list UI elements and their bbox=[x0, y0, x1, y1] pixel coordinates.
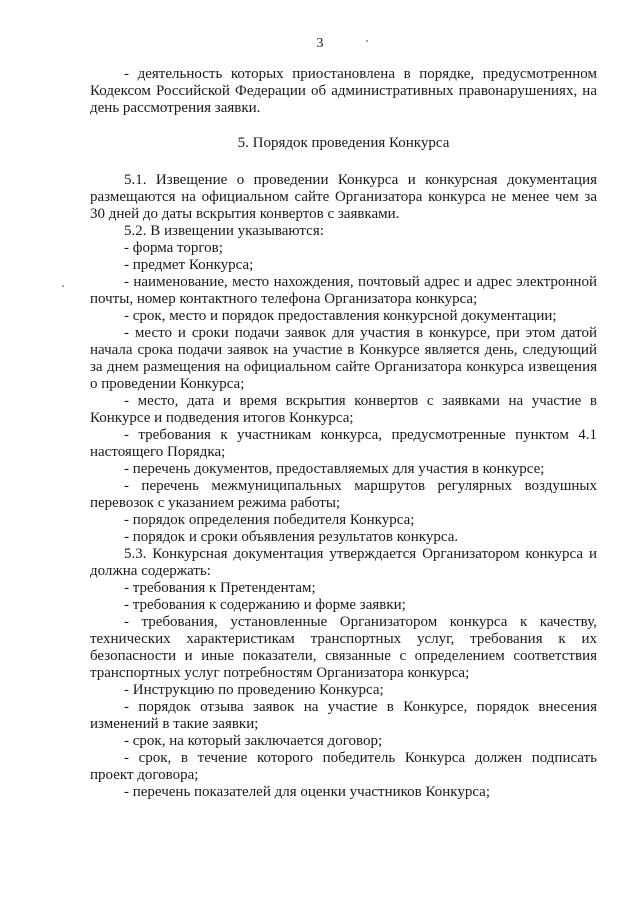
list-item: - Инструкцию по проведению Конкурса; bbox=[124, 682, 384, 698]
scan-speck bbox=[62, 285, 64, 287]
list-item: - срок, в течение которого победитель Конкурса должен подписать проект договора; bbox=[90, 750, 597, 783]
list-item: - перечень показателей для оценки участников Конкурса; bbox=[124, 784, 491, 800]
list-item: - место, дата и время вскрытия конвертов с заявками на участие в Конкурсе и подведения итогов Конкурса; bbox=[90, 393, 597, 426]
clause-paragraph: 5.2. В извещении указываются: bbox=[124, 223, 324, 239]
document-body bbox=[90, 66, 597, 801]
list-item: - порядок отзыва заявок на участие в Конкурсе, порядок внесения изменений в такие заявки; bbox=[90, 699, 597, 732]
clause-paragraph: 5.1. Извещение о проведении Конкурса и конкурсная документация размещаются на официальном сайте Организатора конкурса не менее чем за 30 дней до даты вскрытия конвертов с заявками. bbox=[90, 172, 597, 222]
clause-paragraph: 5.3. Конкурсная документация утверждается Организатором конкурса и должна содержать: bbox=[90, 546, 597, 579]
list-item: - перечень документов, предоставляемых для участия в конкурсе; bbox=[124, 461, 545, 477]
list-item: - форма торгов; bbox=[124, 240, 223, 256]
list-item: - наименование, место нахождения, почтовый адрес и адрес электронной почты, номер контактного телефона Организатора конкурса; bbox=[90, 274, 597, 307]
list-item: - срок, на который заключается договор; bbox=[124, 733, 383, 749]
page-number: 3 bbox=[316, 36, 324, 51]
list-item: - порядок определения победителя Конкурса; bbox=[124, 512, 415, 528]
intro-paragraph: - деятельность которых приостановлена в порядке, предусмотренном Кодексом Российской Федерации об административных правонарушениях, на день рассмотрения заявки. bbox=[90, 66, 597, 116]
list-item: - требования к содержанию и форме заявки; bbox=[124, 597, 406, 613]
list-item: - перечень межмуниципальных маршрутов регулярных воздушных перевозок с указанием режима работы; bbox=[90, 478, 597, 511]
list-item: - порядок и сроки объявления результатов конкурса. bbox=[124, 529, 459, 545]
list-item: - требования к участникам конкурса, предусмотренные пунктом 4.1 настоящего Порядка; bbox=[90, 427, 597, 460]
list-item: - предмет Конкурса; bbox=[124, 257, 254, 273]
section-heading: 5. Порядок проведения Конкурса bbox=[237, 135, 450, 151]
list-item: - требования к Претендентам; bbox=[124, 580, 316, 596]
list-item: - место и сроки подачи заявок для участия в конкурсе, при этом датой начала срока подачи заявок на участие в Конкурсе является день, следующий за днем размещения на официальном сайте Организатора конкурса извещения о проведении Конкурса; bbox=[90, 325, 597, 392]
list-item: - требования, установленные Организатором конкурса к качеству, технических характеристикам транспортных услуг, требования к их безопасности и иные показатели, связанные с определением соответствия транспортных услуг потребностям Организатора конкурса; bbox=[90, 614, 597, 681]
list-item: - срок, место и порядок предоставления конкурсной документации; bbox=[124, 308, 557, 324]
section-body bbox=[90, 172, 597, 801]
